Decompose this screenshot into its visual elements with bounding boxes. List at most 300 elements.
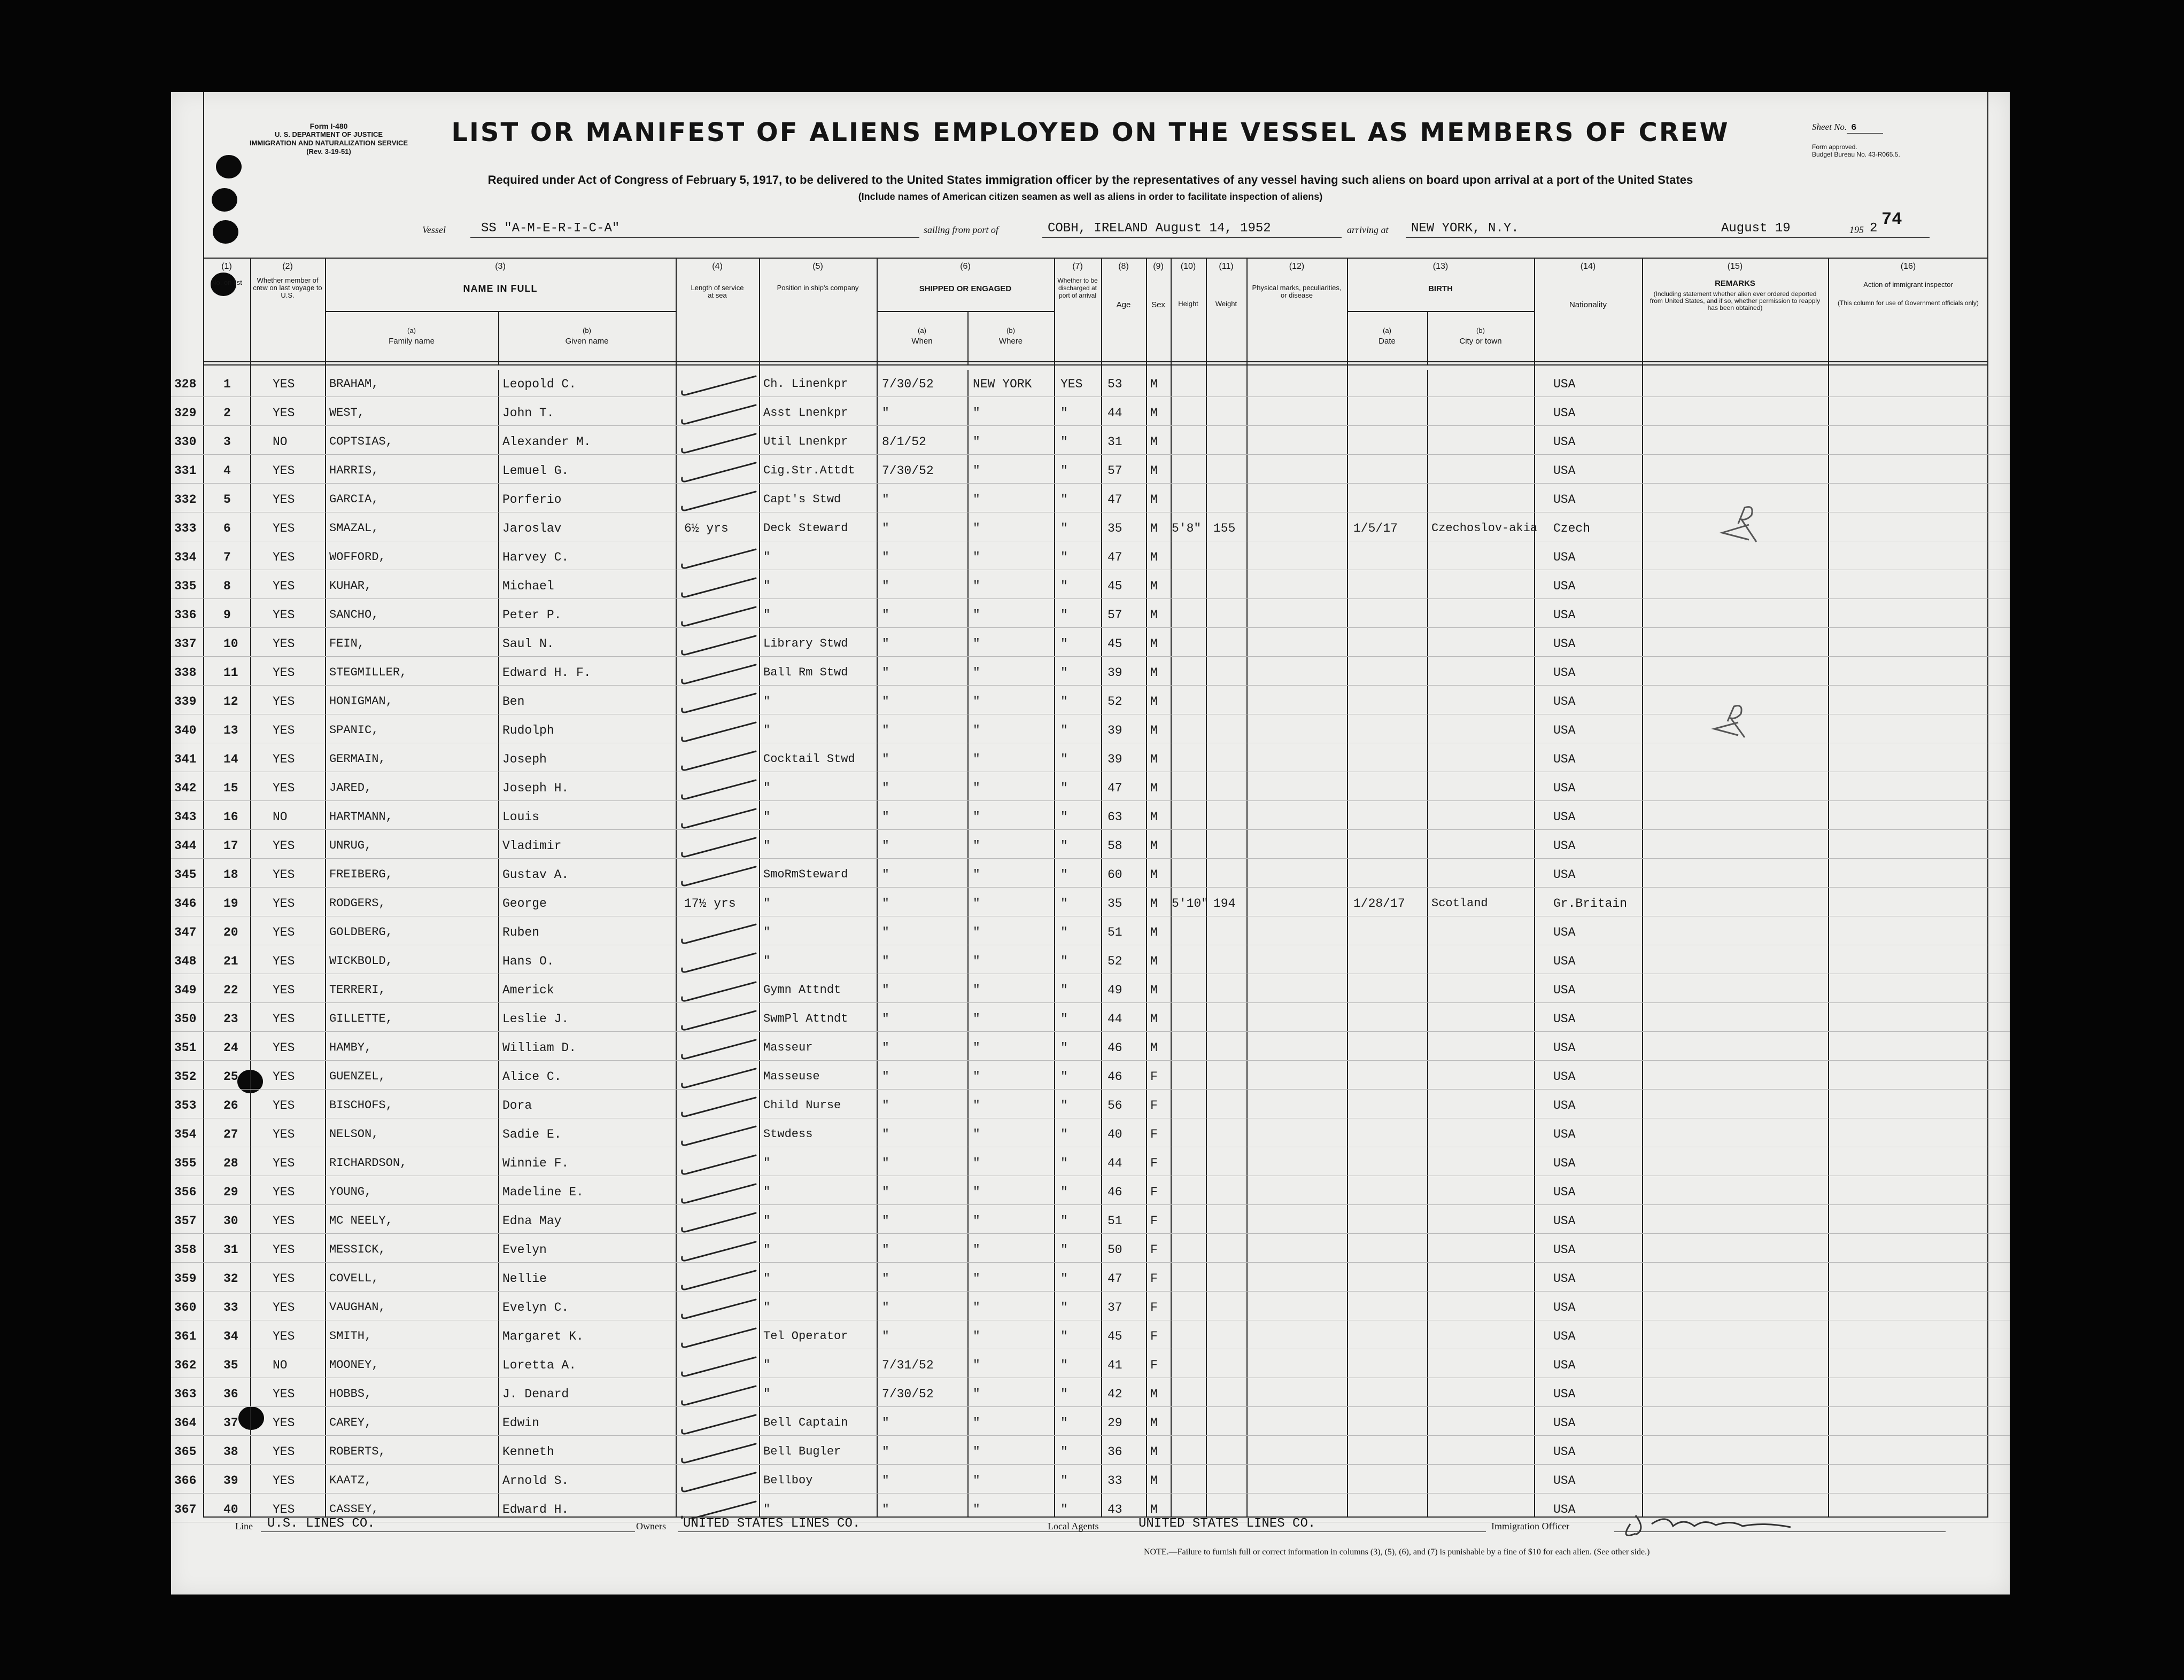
cell-last: YES xyxy=(273,1070,295,1084)
cell-position: Gymn Attndt xyxy=(763,983,841,997)
cell-no: 29 xyxy=(223,1185,238,1199)
cell-discharge: " xyxy=(1060,550,1068,564)
cell-sex: M xyxy=(1150,637,1158,651)
cell-nat: Gr.Britain xyxy=(1553,897,1628,911)
cell-age: 52 xyxy=(1108,954,1122,968)
cell-family: SMITH, xyxy=(329,1329,372,1343)
cell-sex: M xyxy=(1150,464,1158,478)
cell-given: Ruben xyxy=(502,925,540,939)
cell-position: " xyxy=(763,579,771,593)
cell-when: 7/30/52 xyxy=(882,464,934,478)
cell-given: Hans O. xyxy=(502,954,554,968)
sailing-label: sailing from port of xyxy=(924,224,998,235)
cell-given: Nellie xyxy=(502,1272,547,1286)
cell-position: Library Stwd xyxy=(763,637,848,650)
cell-sex: M xyxy=(1150,550,1158,564)
cell-sex: M xyxy=(1150,608,1158,622)
cell-no: 5 xyxy=(223,493,231,507)
cell-seq: 328 xyxy=(174,377,197,391)
col14-label: Nationality xyxy=(1569,300,1607,309)
table-header xyxy=(171,258,2010,370)
cell-sex: M xyxy=(1150,1041,1158,1055)
cell-age: 29 xyxy=(1108,1416,1122,1430)
table-row xyxy=(171,1378,2010,1407)
cell-nat: USA xyxy=(1553,839,1576,853)
service-check-mark xyxy=(682,1098,756,1116)
cell-given: Joseph xyxy=(502,752,547,766)
cell-no: 26 xyxy=(223,1099,238,1113)
col3b-label: Given name xyxy=(565,337,609,346)
cell-position: SwmPl Attndt xyxy=(763,1012,848,1025)
cell-where: " xyxy=(973,1301,980,1315)
cell-last: YES xyxy=(273,579,295,593)
table-row xyxy=(171,656,2010,686)
cell-seq: 361 xyxy=(174,1329,197,1343)
cell-given: Porferio xyxy=(502,493,562,507)
cell-family: MESSICK, xyxy=(329,1243,386,1256)
cell-last: YES xyxy=(273,464,295,478)
cell-position: Asst Lnenkpr xyxy=(763,406,848,419)
cell-given: Evelyn xyxy=(502,1243,547,1257)
cell-nat: USA xyxy=(1553,1041,1576,1055)
service-check-mark xyxy=(682,607,756,626)
cell-given: Vladimir xyxy=(502,839,562,853)
cell-where: " xyxy=(973,1214,980,1228)
cell-age: 45 xyxy=(1108,637,1122,651)
cell-seq: 351 xyxy=(174,1041,197,1055)
col5-number: (5) xyxy=(812,262,823,271)
cell-nat: USA xyxy=(1553,608,1576,622)
page-title: LIST OR MANIFEST OF ALIENS EMPLOYED ON THE VESSEL AS MEMBERS OF CREW xyxy=(451,118,1730,147)
service-check-mark xyxy=(682,1184,756,1203)
cell-when: " xyxy=(882,1474,889,1488)
cell-seq: 344 xyxy=(174,839,197,853)
cell-nat: USA xyxy=(1553,925,1576,939)
cell-position: Deck Steward xyxy=(763,522,848,535)
cell-last: YES xyxy=(273,897,295,911)
cell-no: 1 xyxy=(223,377,231,391)
cell-no: 24 xyxy=(223,1041,238,1055)
cell-sex: F xyxy=(1150,1301,1158,1315)
service-check-mark xyxy=(682,463,756,481)
cell-family: RICHARDSON, xyxy=(329,1156,407,1170)
cell-position: " xyxy=(763,954,771,968)
cell-age: 46 xyxy=(1108,1041,1122,1055)
service-check-mark xyxy=(682,953,756,972)
budget-bureau-line: Budget Bureau No. 43-R065.5. xyxy=(1812,151,1900,158)
service-check-mark xyxy=(682,924,756,943)
cell-where: " xyxy=(973,839,980,853)
sailing-port: COBH, IRELAND August 14, 1952 xyxy=(1048,221,1271,236)
cell-discharge: " xyxy=(1060,781,1068,795)
cell-sex: M xyxy=(1150,377,1158,391)
cell-when: " xyxy=(882,695,889,709)
cell-when: " xyxy=(882,522,889,535)
service-check-mark xyxy=(682,838,756,857)
cell-age: 31 xyxy=(1108,435,1122,449)
cell-discharge: " xyxy=(1060,1243,1068,1257)
table-row xyxy=(171,916,2010,945)
cell-when: " xyxy=(882,983,889,997)
cell-age: 39 xyxy=(1108,666,1122,680)
cell-discharge: " xyxy=(1060,1416,1068,1430)
cell-no: 16 xyxy=(223,810,238,824)
cell-last: YES xyxy=(273,1301,295,1315)
cell-when: " xyxy=(882,1301,889,1315)
cell-discharge: " xyxy=(1060,839,1068,853)
cell-where: " xyxy=(973,1156,980,1170)
table-row xyxy=(171,858,2010,888)
cell-discharge: " xyxy=(1060,897,1068,911)
cell-where: " xyxy=(973,1272,980,1286)
cell-when: " xyxy=(882,810,889,824)
cell-discharge: " xyxy=(1060,810,1068,824)
cell-age: 44 xyxy=(1108,406,1122,420)
cell-given: Edward H. F. xyxy=(502,666,591,680)
cell-sex: M xyxy=(1150,435,1158,449)
vessel-line xyxy=(171,219,2010,240)
cell-given: Edward H. xyxy=(502,1503,569,1516)
col10-label: Height xyxy=(1178,300,1198,308)
cell-when: " xyxy=(882,1329,889,1343)
cell-no: 2 xyxy=(223,406,231,420)
table-row xyxy=(171,1118,2010,1147)
cell-bdate: 1/5/17 xyxy=(1353,522,1398,535)
cell-when: " xyxy=(882,868,889,882)
service-check-mark xyxy=(682,722,756,741)
cell-where: " xyxy=(973,666,980,680)
cell-where: " xyxy=(973,493,980,507)
cell-discharge: " xyxy=(1060,464,1068,478)
cell-sex: M xyxy=(1150,1503,1158,1516)
cell-position: " xyxy=(763,608,771,621)
table-row xyxy=(171,829,2010,859)
cell-position: Masseur xyxy=(763,1041,813,1054)
cell-family: HARTMANN, xyxy=(329,810,393,823)
cell-age: 60 xyxy=(1108,868,1122,882)
cell-sex: M xyxy=(1150,493,1158,507)
cell-discharge: " xyxy=(1060,1387,1068,1401)
cell-nat: USA xyxy=(1553,781,1576,795)
cell-position: Tel Operator xyxy=(763,1329,848,1343)
cell-given: Louis xyxy=(502,810,540,824)
cell-last: YES xyxy=(273,1185,295,1199)
cell-age: 33 xyxy=(1108,1474,1122,1488)
cell-age: 51 xyxy=(1108,1214,1122,1228)
table-row xyxy=(171,800,2010,830)
service-check-mark xyxy=(682,1386,756,1405)
line-label: Line xyxy=(235,1521,253,1531)
cell-family: GOLDBERG, xyxy=(329,925,393,939)
cell-seq: 332 xyxy=(174,493,197,507)
cell-seq: 349 xyxy=(174,983,197,997)
cell-position: " xyxy=(763,1185,771,1199)
cell-when: 7/30/52 xyxy=(882,1387,934,1401)
cell-last: YES xyxy=(273,1329,295,1343)
cell-seq: 366 xyxy=(174,1474,197,1488)
cell-position: Cig.Str.Attdt xyxy=(763,464,855,477)
cell-sex: M xyxy=(1150,1416,1158,1430)
cell-position: " xyxy=(763,897,771,910)
cell-family: BISCHOFS, xyxy=(329,1099,393,1112)
col6b-label: Where xyxy=(998,337,1023,346)
arrival-date: August 19 xyxy=(1721,221,1791,236)
cell-last: YES xyxy=(273,406,295,420)
cell-sex: M xyxy=(1150,1445,1158,1459)
cell-nat: USA xyxy=(1553,464,1576,478)
table-row xyxy=(171,1406,2010,1436)
service-check-mark xyxy=(682,578,756,597)
service-check-mark xyxy=(682,1415,756,1434)
cell-family: SPANIC, xyxy=(329,724,379,737)
cell-position: " xyxy=(763,550,771,564)
cell-last: YES xyxy=(273,1445,295,1459)
cell-last: YES xyxy=(273,493,295,507)
cell-last: YES xyxy=(273,1243,295,1257)
cell-where: " xyxy=(973,1041,980,1055)
cell-position: " xyxy=(763,925,771,939)
cell-where: " xyxy=(973,522,980,535)
table-row xyxy=(171,1002,2010,1032)
cell-when: 7/30/52 xyxy=(882,377,934,391)
col3a-label: Family name xyxy=(389,337,435,346)
cell-where: " xyxy=(973,406,980,420)
cell-seq: 357 xyxy=(174,1214,197,1228)
cell-family: MC NEELY, xyxy=(329,1214,393,1227)
col11-number: (11) xyxy=(1219,262,1234,271)
cell-where: " xyxy=(973,1185,980,1199)
cell-seq: 352 xyxy=(174,1070,197,1084)
sheet-number-value: 6 xyxy=(1847,123,1883,134)
cell-age: 44 xyxy=(1108,1156,1122,1170)
cell-position: SmoRmSteward xyxy=(763,868,848,881)
cell-family: SANCHO, xyxy=(329,608,379,621)
col4-number: (4) xyxy=(712,262,723,271)
col14-number: (14) xyxy=(1580,262,1596,271)
cell-discharge: " xyxy=(1060,724,1068,737)
col11-label: Weight xyxy=(1215,300,1237,308)
cell-when: " xyxy=(882,666,889,680)
cell-where: " xyxy=(973,724,980,737)
cell-last: NO xyxy=(273,810,288,824)
service-check-mark xyxy=(682,636,756,655)
cell-sex: F xyxy=(1150,1329,1158,1343)
col6-label: SHIPPED OR ENGAGED xyxy=(919,284,1012,293)
agents-value: UNITED STATES LINES CO. xyxy=(1139,1516,1316,1531)
cell-sex: M xyxy=(1150,752,1158,766)
cell-age: 52 xyxy=(1108,695,1122,709)
table-row xyxy=(171,974,2010,1003)
cell-where: " xyxy=(973,1445,980,1459)
table-row xyxy=(171,945,2010,974)
cell-last: YES xyxy=(273,1387,295,1401)
cell-given: Michael xyxy=(502,579,554,593)
remarks-initials-mark xyxy=(1642,370,1828,584)
cell-where: " xyxy=(973,1012,980,1026)
cell-when: " xyxy=(882,1041,889,1055)
arrival-year-suffix: 2 xyxy=(1870,221,1878,236)
cell-seq: 365 xyxy=(174,1445,197,1459)
cell-discharge: " xyxy=(1060,1041,1068,1055)
cell-position: " xyxy=(763,1301,771,1314)
cell-position: " xyxy=(763,781,771,795)
cell-where: " xyxy=(973,1387,980,1401)
cell-last: YES xyxy=(273,550,295,564)
cell-no: 15 xyxy=(223,781,238,795)
cell-sex: M xyxy=(1150,695,1158,709)
cell-nat: USA xyxy=(1553,1070,1576,1084)
cell-family: BRAHAM, xyxy=(329,377,379,391)
cell-age: 41 xyxy=(1108,1358,1122,1372)
cell-position: " xyxy=(763,839,771,852)
service-check-mark xyxy=(682,1126,756,1145)
cell-service: 17½ yrs xyxy=(684,897,736,911)
cell-family: NELSON, xyxy=(329,1127,379,1141)
cell-last: YES xyxy=(273,752,295,766)
cell-seq: 329 xyxy=(174,406,197,420)
cell-no: 22 xyxy=(223,983,238,997)
cell-last: YES xyxy=(273,1214,295,1228)
arriving-port: NEW YORK, N.Y. xyxy=(1411,221,1519,236)
service-check-mark xyxy=(682,1213,756,1232)
col8-label: Age xyxy=(1116,300,1131,309)
cell-seq: 354 xyxy=(174,1127,197,1141)
cell-given: Lemuel G. xyxy=(502,464,569,478)
service-check-mark xyxy=(682,492,756,510)
cell-last: YES xyxy=(273,868,295,882)
col3-number: (3) xyxy=(495,262,506,271)
cell-family: FREIBERG, xyxy=(329,868,393,881)
table-row xyxy=(171,598,2010,628)
cell-age: 35 xyxy=(1108,897,1122,911)
cell-discharge: " xyxy=(1060,1503,1068,1516)
cell-no: 4 xyxy=(223,464,231,478)
cell-seq: 345 xyxy=(174,868,197,882)
cell-when: 7/31/52 xyxy=(882,1358,934,1372)
form-approved xyxy=(1812,143,1900,158)
cell-given: Kenneth xyxy=(502,1445,554,1459)
cell-no: 32 xyxy=(223,1272,238,1286)
cell-last: YES xyxy=(273,925,295,939)
cell-no: 20 xyxy=(223,925,238,939)
cell-position: Child Nurse xyxy=(763,1099,841,1112)
cell-discharge: " xyxy=(1060,868,1068,882)
cell-seq: 334 xyxy=(174,550,197,564)
cell-position: Bellboy xyxy=(763,1474,813,1487)
cell-discharge: " xyxy=(1060,406,1068,420)
cell-where: " xyxy=(973,868,980,882)
cell-where: " xyxy=(973,1416,980,1430)
col10-number: (10) xyxy=(1180,262,1196,271)
cell-weight: 194 xyxy=(1213,897,1236,911)
col2-label: Whether member of crew on last voyage to U.S. xyxy=(253,276,322,299)
cell-given: William D. xyxy=(502,1041,577,1055)
cell-when: " xyxy=(882,897,889,911)
table-row xyxy=(171,1320,2010,1349)
cell-family: KUHAR, xyxy=(329,579,372,593)
cell-sex: F xyxy=(1150,1099,1158,1113)
cell-no: 27 xyxy=(223,1127,238,1141)
cell-position: Ch. Linenkpr xyxy=(763,377,848,391)
cell-when: " xyxy=(882,579,889,593)
cell-nat: USA xyxy=(1553,493,1576,507)
service-check-mark xyxy=(682,1271,756,1289)
service-check-mark xyxy=(682,1242,756,1261)
col6a-number: (a) xyxy=(918,326,926,335)
cell-discharge: " xyxy=(1060,522,1068,535)
cell-position: Cocktail Stwd xyxy=(763,752,855,766)
cell-where: " xyxy=(973,1329,980,1343)
cell-position: Bell Captain xyxy=(763,1416,848,1429)
col13a-number: (a) xyxy=(1383,326,1391,335)
cell-given: Saul N. xyxy=(502,637,554,651)
cell-where: " xyxy=(973,464,980,478)
cell-when: " xyxy=(882,1272,889,1286)
cell-position: Capt's Stwd xyxy=(763,493,841,506)
cell-given: Jaroslav xyxy=(502,522,562,535)
cell-sex: F xyxy=(1150,1243,1158,1257)
cell-position: Masseuse xyxy=(763,1070,820,1083)
cell-when: " xyxy=(882,637,889,651)
cell-no: 28 xyxy=(223,1156,238,1170)
cell-last: YES xyxy=(273,954,295,968)
cell-nat: USA xyxy=(1553,579,1576,593)
service-check-mark xyxy=(682,1300,756,1318)
cell-age: 46 xyxy=(1108,1070,1122,1084)
col9-label: Sex xyxy=(1151,300,1165,309)
cell-seq: 330 xyxy=(174,435,197,449)
cell-seq: 338 xyxy=(174,666,197,680)
cell-when: " xyxy=(882,839,889,853)
cell-discharge: " xyxy=(1060,435,1068,449)
table-row xyxy=(171,1031,2010,1061)
cell-discharge: " xyxy=(1060,1272,1068,1286)
cell-sex: F xyxy=(1150,1185,1158,1199)
cell-nat: USA xyxy=(1553,1214,1576,1228)
cell-where: NEW YORK xyxy=(973,377,1032,391)
cell-family: WOFFORD, xyxy=(329,550,386,564)
cell-age: 47 xyxy=(1108,550,1122,564)
cell-seq: 356 xyxy=(174,1185,197,1199)
cell-no: 38 xyxy=(223,1445,238,1459)
cell-where: " xyxy=(973,1127,980,1141)
cell-last: NO xyxy=(273,435,288,449)
cell-age: 47 xyxy=(1108,493,1122,507)
cell-seq: 335 xyxy=(174,579,197,593)
col9-number: (9) xyxy=(1153,262,1164,271)
cell-position: " xyxy=(763,1503,771,1516)
cell-family: GERMAIN, xyxy=(329,752,386,766)
col12-label: Physical marks, peculiarities, or disease xyxy=(1252,284,1342,299)
cell-given: Alexander M. xyxy=(502,435,591,449)
cell-nat: USA xyxy=(1553,724,1576,737)
cell-last: YES xyxy=(273,637,295,651)
cell-no: 34 xyxy=(223,1329,238,1343)
service-check-mark xyxy=(682,780,756,799)
cell-seq: 362 xyxy=(174,1358,197,1372)
cell-when: " xyxy=(882,1156,889,1170)
cell-last: YES xyxy=(273,1099,295,1113)
col12-number: (12) xyxy=(1289,262,1305,271)
cell-age: 57 xyxy=(1108,464,1122,478)
cell-nat: USA xyxy=(1553,637,1576,651)
cell-where: " xyxy=(973,579,980,593)
cell-sex: M xyxy=(1150,406,1158,420)
cell-family: ROBERTS, xyxy=(329,1445,386,1458)
cell-no: 13 xyxy=(223,724,238,737)
cell-position: Stwdess xyxy=(763,1127,813,1141)
cell-nat: USA xyxy=(1553,1185,1576,1199)
